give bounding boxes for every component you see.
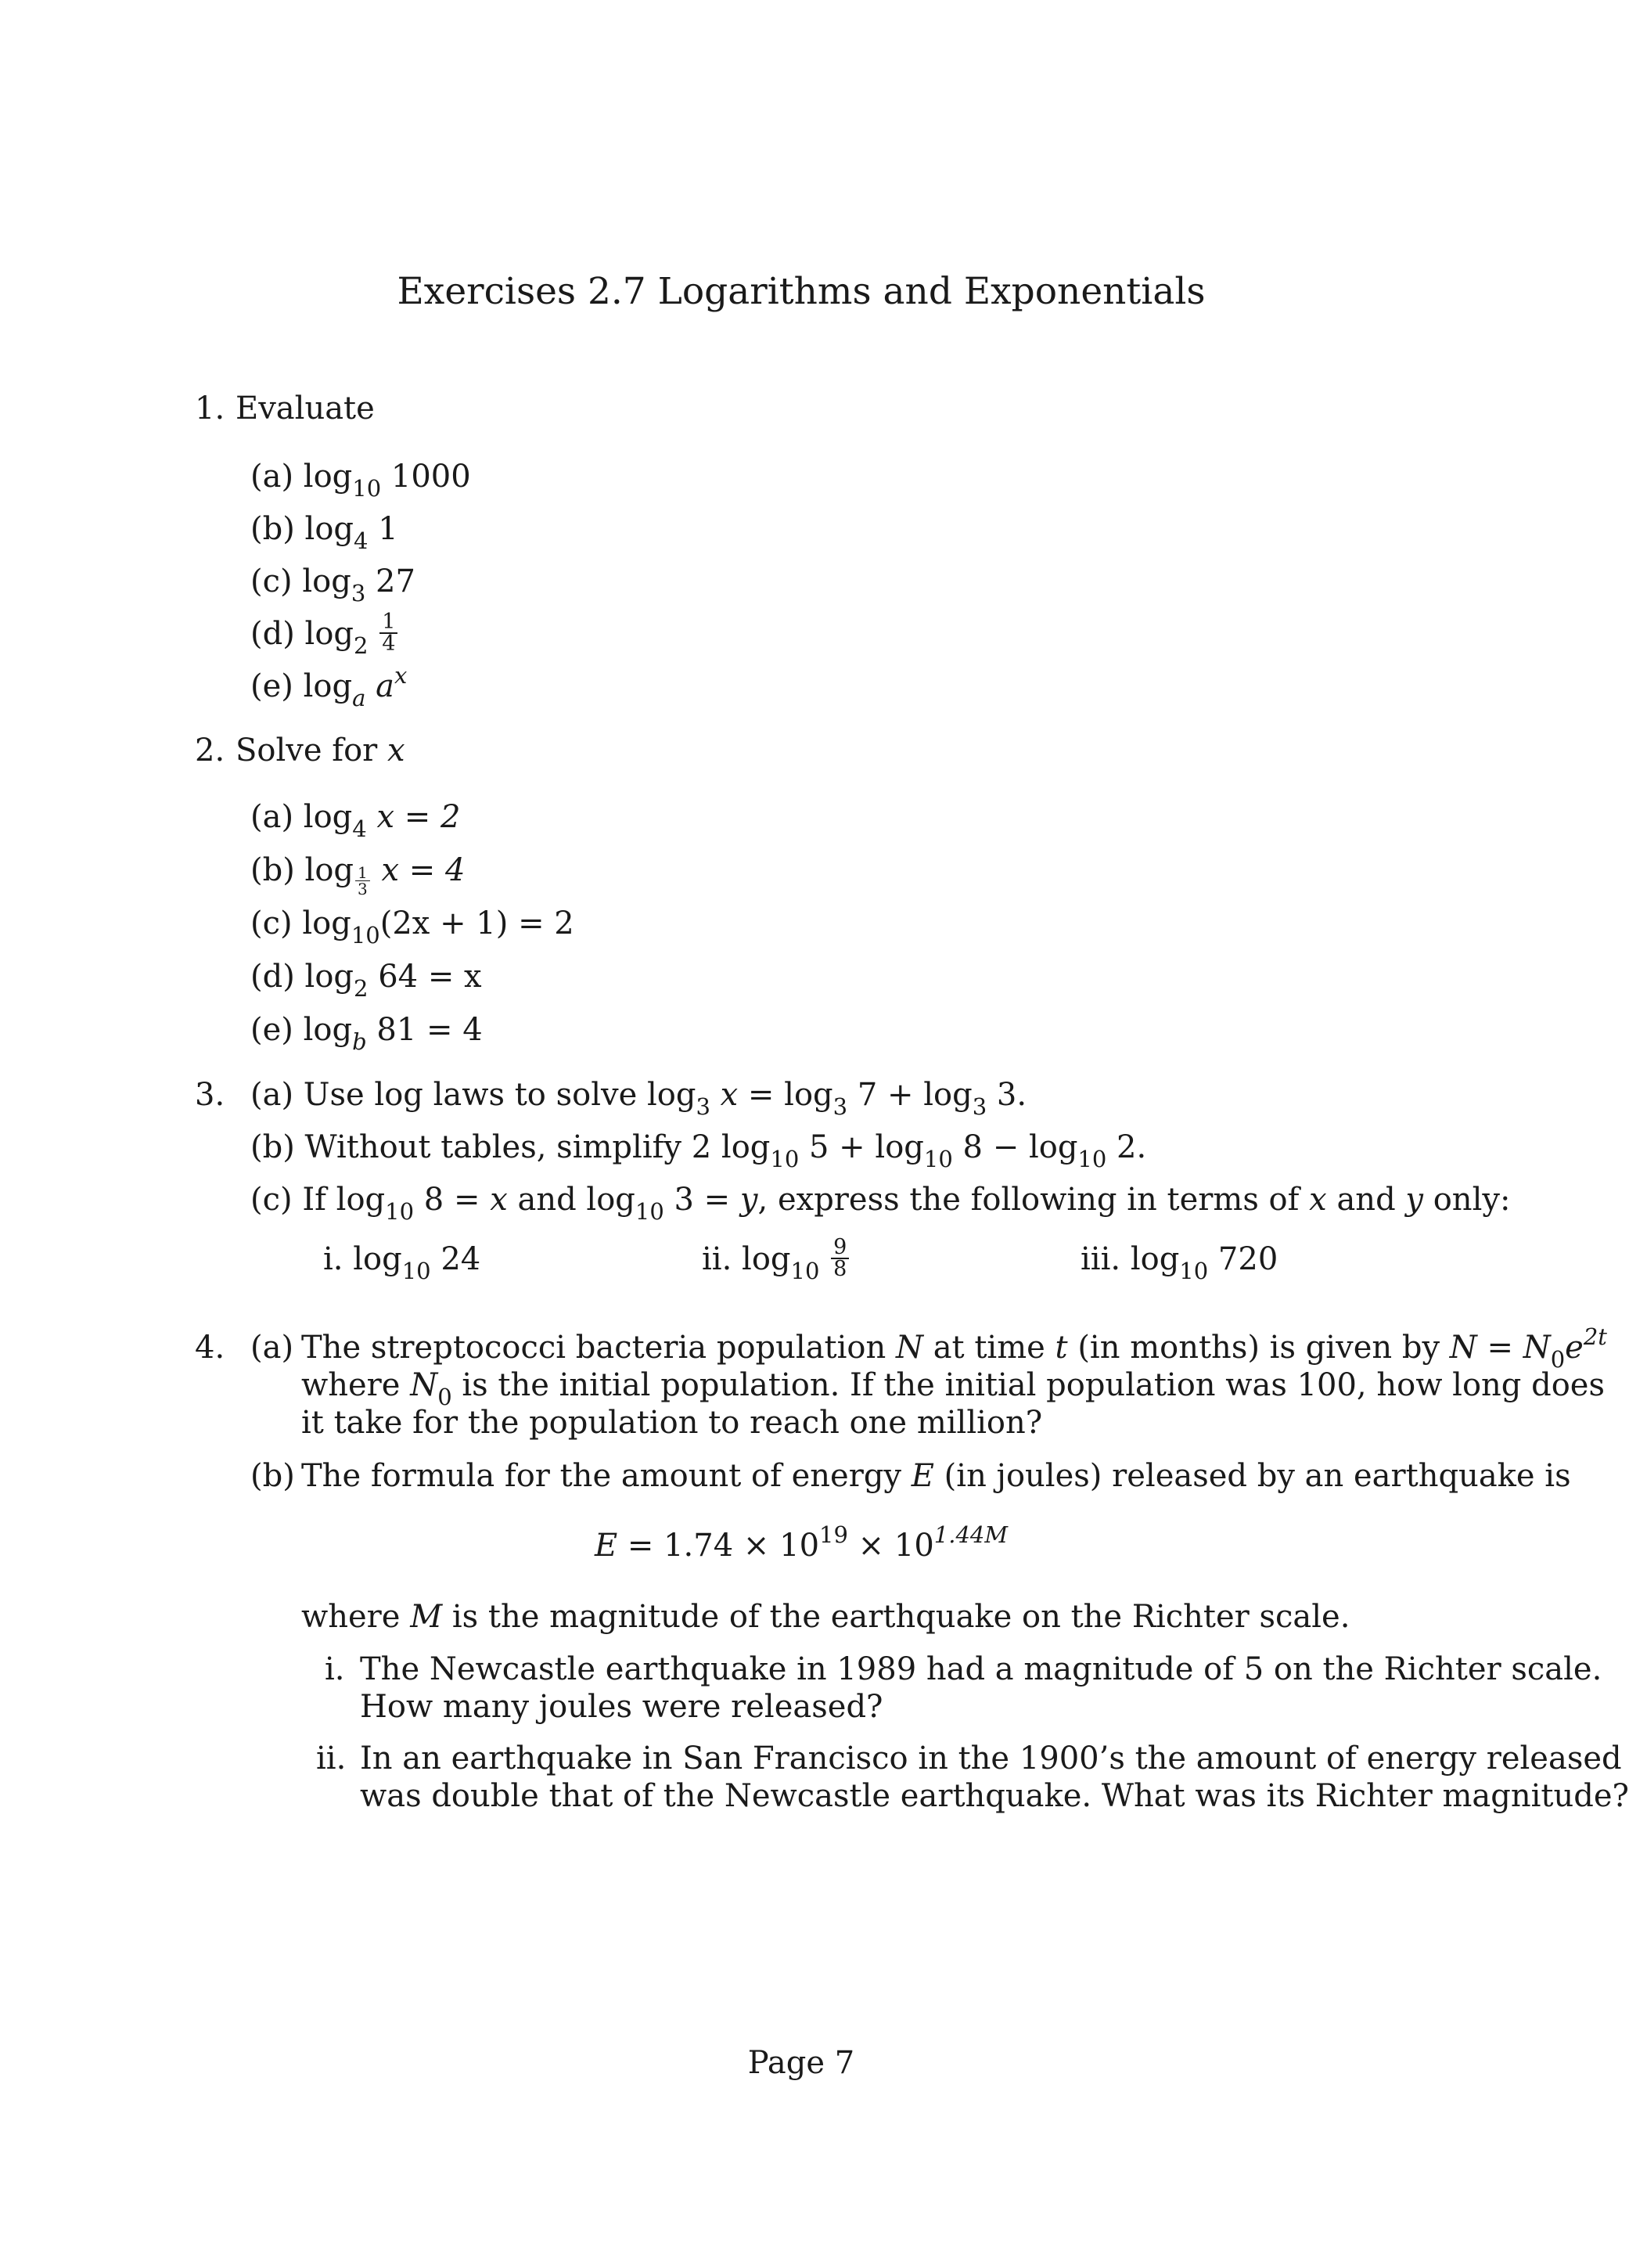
q3-number: 3.: [195, 1077, 225, 1113]
q4-part-b-label: (b): [250, 1458, 295, 1494]
page-number: Page 7: [747, 2045, 855, 2081]
q3-sub-i: i. $\log_{10} 24$: [323, 1241, 481, 1284]
q2-part-b: (b) log $\frac{1}{3}$ x = 4: [250, 852, 466, 898]
q4-part-a-line3: it take for the population to reach one million?: [301, 1405, 1043, 1441]
q1-part-e: (e) $\log_a a^x$: [250, 662, 408, 711]
q1-prompt: Evaluate: [236, 391, 375, 427]
q4-sub-ii-label: ii.: [316, 1741, 347, 1777]
q4-sub-i-label: i.: [325, 1651, 345, 1687]
q1-part-a: (a) $\log_{10} 1000$: [250, 459, 471, 502]
q4-sub-ii-line1: In an earthquake in San Francisco in the 1900’s the amount of energy released: [360, 1741, 1622, 1777]
fraction: $\frac{9}{8}$: [831, 1237, 849, 1280]
q3-sub-ii: ii. $\log_{10}$ $\frac{9}{8}$: [702, 1240, 850, 1283]
q2-part-e: (e) $\log_b 81 = 4$: [250, 1012, 483, 1055]
q4-sub-i-line2: How many joules were released?: [360, 1689, 883, 1725]
q1-part-c: (c) $\log_3 27$: [250, 563, 415, 607]
q4-sub-i-line1: The Newcastle earthquake in 1989 had a magnitude of 5 on the Richter scale.: [360, 1651, 1602, 1687]
q1-part-d: (d) $\log_2$ $\frac{1}{4}$: [250, 615, 399, 657]
q4-sub-ii-line2: was double that of the Newcastle earthquake. What was its Richter magnitude?: [360, 1778, 1629, 1814]
q2-part-d: (d) $\log_2 64 = x$: [250, 959, 482, 1002]
q1-number: 1.: [195, 391, 225, 427]
q3-part-c: (c) If $\log_{10} 8 = x$ and $\log_{10} 3 = y$, express the following in terms of x and y only:: [250, 1182, 1511, 1225]
q2-prompt: Solve for x: [236, 733, 405, 769]
q4-part-a-line2: where $N_0$ is the initial population. If the initial population was 100, how long does: [301, 1367, 1606, 1410]
q4-number: 4.: [195, 1330, 225, 1366]
q3-sub-iii: iii. $\log_{10} 720$: [1081, 1241, 1278, 1284]
q4-part-b-line1: The formula for the amount of energy E (in joules) released by an earthquake is: [301, 1458, 1571, 1494]
page-title: Exercises 2.7 Logarithms and Exponentials: [397, 270, 1206, 313]
fraction: $\frac{1}{4}$: [379, 612, 397, 654]
q2-part-a: (a) $\log_4 x = 2$: [250, 799, 461, 842]
q4-part-a-line1: The streptococci bacteria population N at time t (in months) is given by $N = N_0e^{2t}$: [301, 1323, 1607, 1373]
fraction: $\frac{1}{3}$: [355, 865, 370, 897]
q2-number: 2.: [195, 733, 225, 769]
q3-part-a: (a) Use log laws to solve $\log_3 x = \log_3 7 + \log_3 3$.: [250, 1077, 1027, 1120]
energy-formula: $E = 1.74 \times 10^{19} \times 10^{1.44M}$: [594, 1521, 1009, 1564]
q2-part-c: (c) $\log_{10}(2x + 1) = 2$: [250, 905, 574, 949]
q1-part-b: (b) $\log_4 1$: [250, 511, 398, 554]
q4-part-b-where: where M is the magnitude of the earthquake on the Richter scale.: [301, 1599, 1350, 1635]
q3-part-b: (b) Without tables, simplify 2 $\log_{10} 5 + \log_{10} 8 - \log_{10} 2$.: [250, 1129, 1147, 1172]
q4-part-a-label: (a): [250, 1330, 294, 1366]
